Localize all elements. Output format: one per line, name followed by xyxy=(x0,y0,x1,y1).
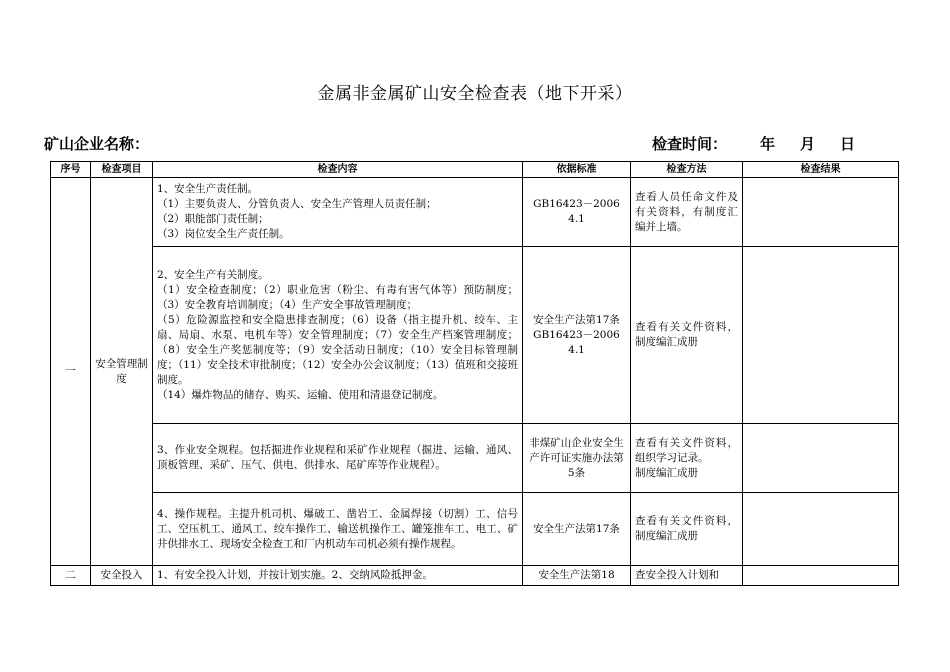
day-label: 日 xyxy=(840,135,856,153)
month-label: 月 xyxy=(800,135,816,153)
date-label: 检查时间： xyxy=(652,135,728,153)
check-method: 查看有关文件资料，制度编汇成册 xyxy=(631,247,743,424)
col-header-basis: 依据标准 xyxy=(523,162,631,178)
section-no: 二 xyxy=(51,566,91,586)
year-label: 年 xyxy=(760,135,776,153)
check-result-cell[interactable] xyxy=(743,178,899,247)
col-header-no: 序号 xyxy=(51,162,91,178)
table-row xyxy=(51,178,899,247)
col-header-item: 检查项目 xyxy=(91,162,153,178)
table-row xyxy=(51,566,899,586)
document-title: 金属非金属矿山安全检查表（地下开采） xyxy=(317,84,633,104)
col-header-result: 检查结果 xyxy=(743,162,899,178)
section-no: 一 xyxy=(51,178,91,566)
check-method: 查看有关文件资料，制度编汇成册 xyxy=(631,493,743,566)
section-item: 安全管理制度 xyxy=(91,178,153,566)
check-result-cell[interactable] xyxy=(743,424,899,493)
table-row xyxy=(51,247,899,424)
inspection-table xyxy=(50,161,899,586)
basis-standard: 安全生产法第17条 GB16423－2006 4.1 xyxy=(523,247,631,424)
check-result-cell[interactable] xyxy=(743,493,899,566)
check-method: 查看人员任命文件及有关资料，有制度汇编并上墙。 xyxy=(631,178,743,247)
check-content: 1、有安全投入计划，并按计划实施。2、交纳风险抵押金。 xyxy=(153,566,523,586)
col-header-content: 检查内容 xyxy=(153,162,523,178)
table-header-row xyxy=(51,162,899,178)
check-method: 查安全投入计划和 xyxy=(631,566,743,586)
check-content: 3、作业安全规程。包括掘进作业规程和采矿作业规程（掘进、运输、通风、顶板管理、采矿、压气、供电、供排水、尾矿库等作业规程）。 xyxy=(153,424,523,493)
basis-standard: 安全生产法第18 xyxy=(523,566,631,586)
section-item: 安全投入 xyxy=(91,566,153,586)
check-result-cell[interactable] xyxy=(743,566,899,586)
col-header-method: 检查方法 xyxy=(631,162,743,178)
basis-standard: 安全生产法第17条 xyxy=(523,493,631,566)
table-row xyxy=(51,424,899,493)
check-method: 查看有关文件资料，组织学习记录。 制度编汇成册 xyxy=(631,424,743,493)
basis-standard: GB16423－2006 4.1 xyxy=(523,178,631,247)
company-name-label: 矿山企业名称： xyxy=(44,135,150,153)
table-row xyxy=(51,493,899,566)
basis-standard: 非煤矿山企业安全生产许可证实施办法第5条 xyxy=(523,424,631,493)
check-content: 4、操作规程。主提升机司机、爆破工、凿岩工、金属焊接（切割）工、信号工、空压机工、通风工、绞车操作工、输送机操作工、罐笼推车工、电工、矿井供排水工、现场安全检查工和厂内机动车司机必须有操作规程。 xyxy=(153,493,523,566)
check-content: 2、安全生产有关制度。 （1）安全检查制度；（2）职业危害（粉尘、有毒有害气体等）预防制度；（3）安全教育培训制度；（4）生产安全事故管理制度； （5）危险源监控和安全隐患排查制度；（6）设备（指主提升机、绞车、主扇、局扇、水泵、电机车等）安全管理制度；（7）安全生产档案管理制度；（8）安全生产奖惩制度等；（9）安全活动日制度；（10）安全目标管理制度；（11）安全技术审批制度；（12）安全办公会议制度；（13）值班和交接班制度。 （14）爆炸物品的储存、购买、运输、使用和清退登记制度。 xyxy=(153,247,523,424)
check-result-cell[interactable] xyxy=(743,247,899,424)
inspection-date xyxy=(652,133,855,154)
check-content: 1、安全生产责任制。 （1）主要负责人、分管负责人、安全生产管理人员责任制； （2）职能部门责任制； （3）岗位安全生产责任制。 xyxy=(153,178,523,247)
